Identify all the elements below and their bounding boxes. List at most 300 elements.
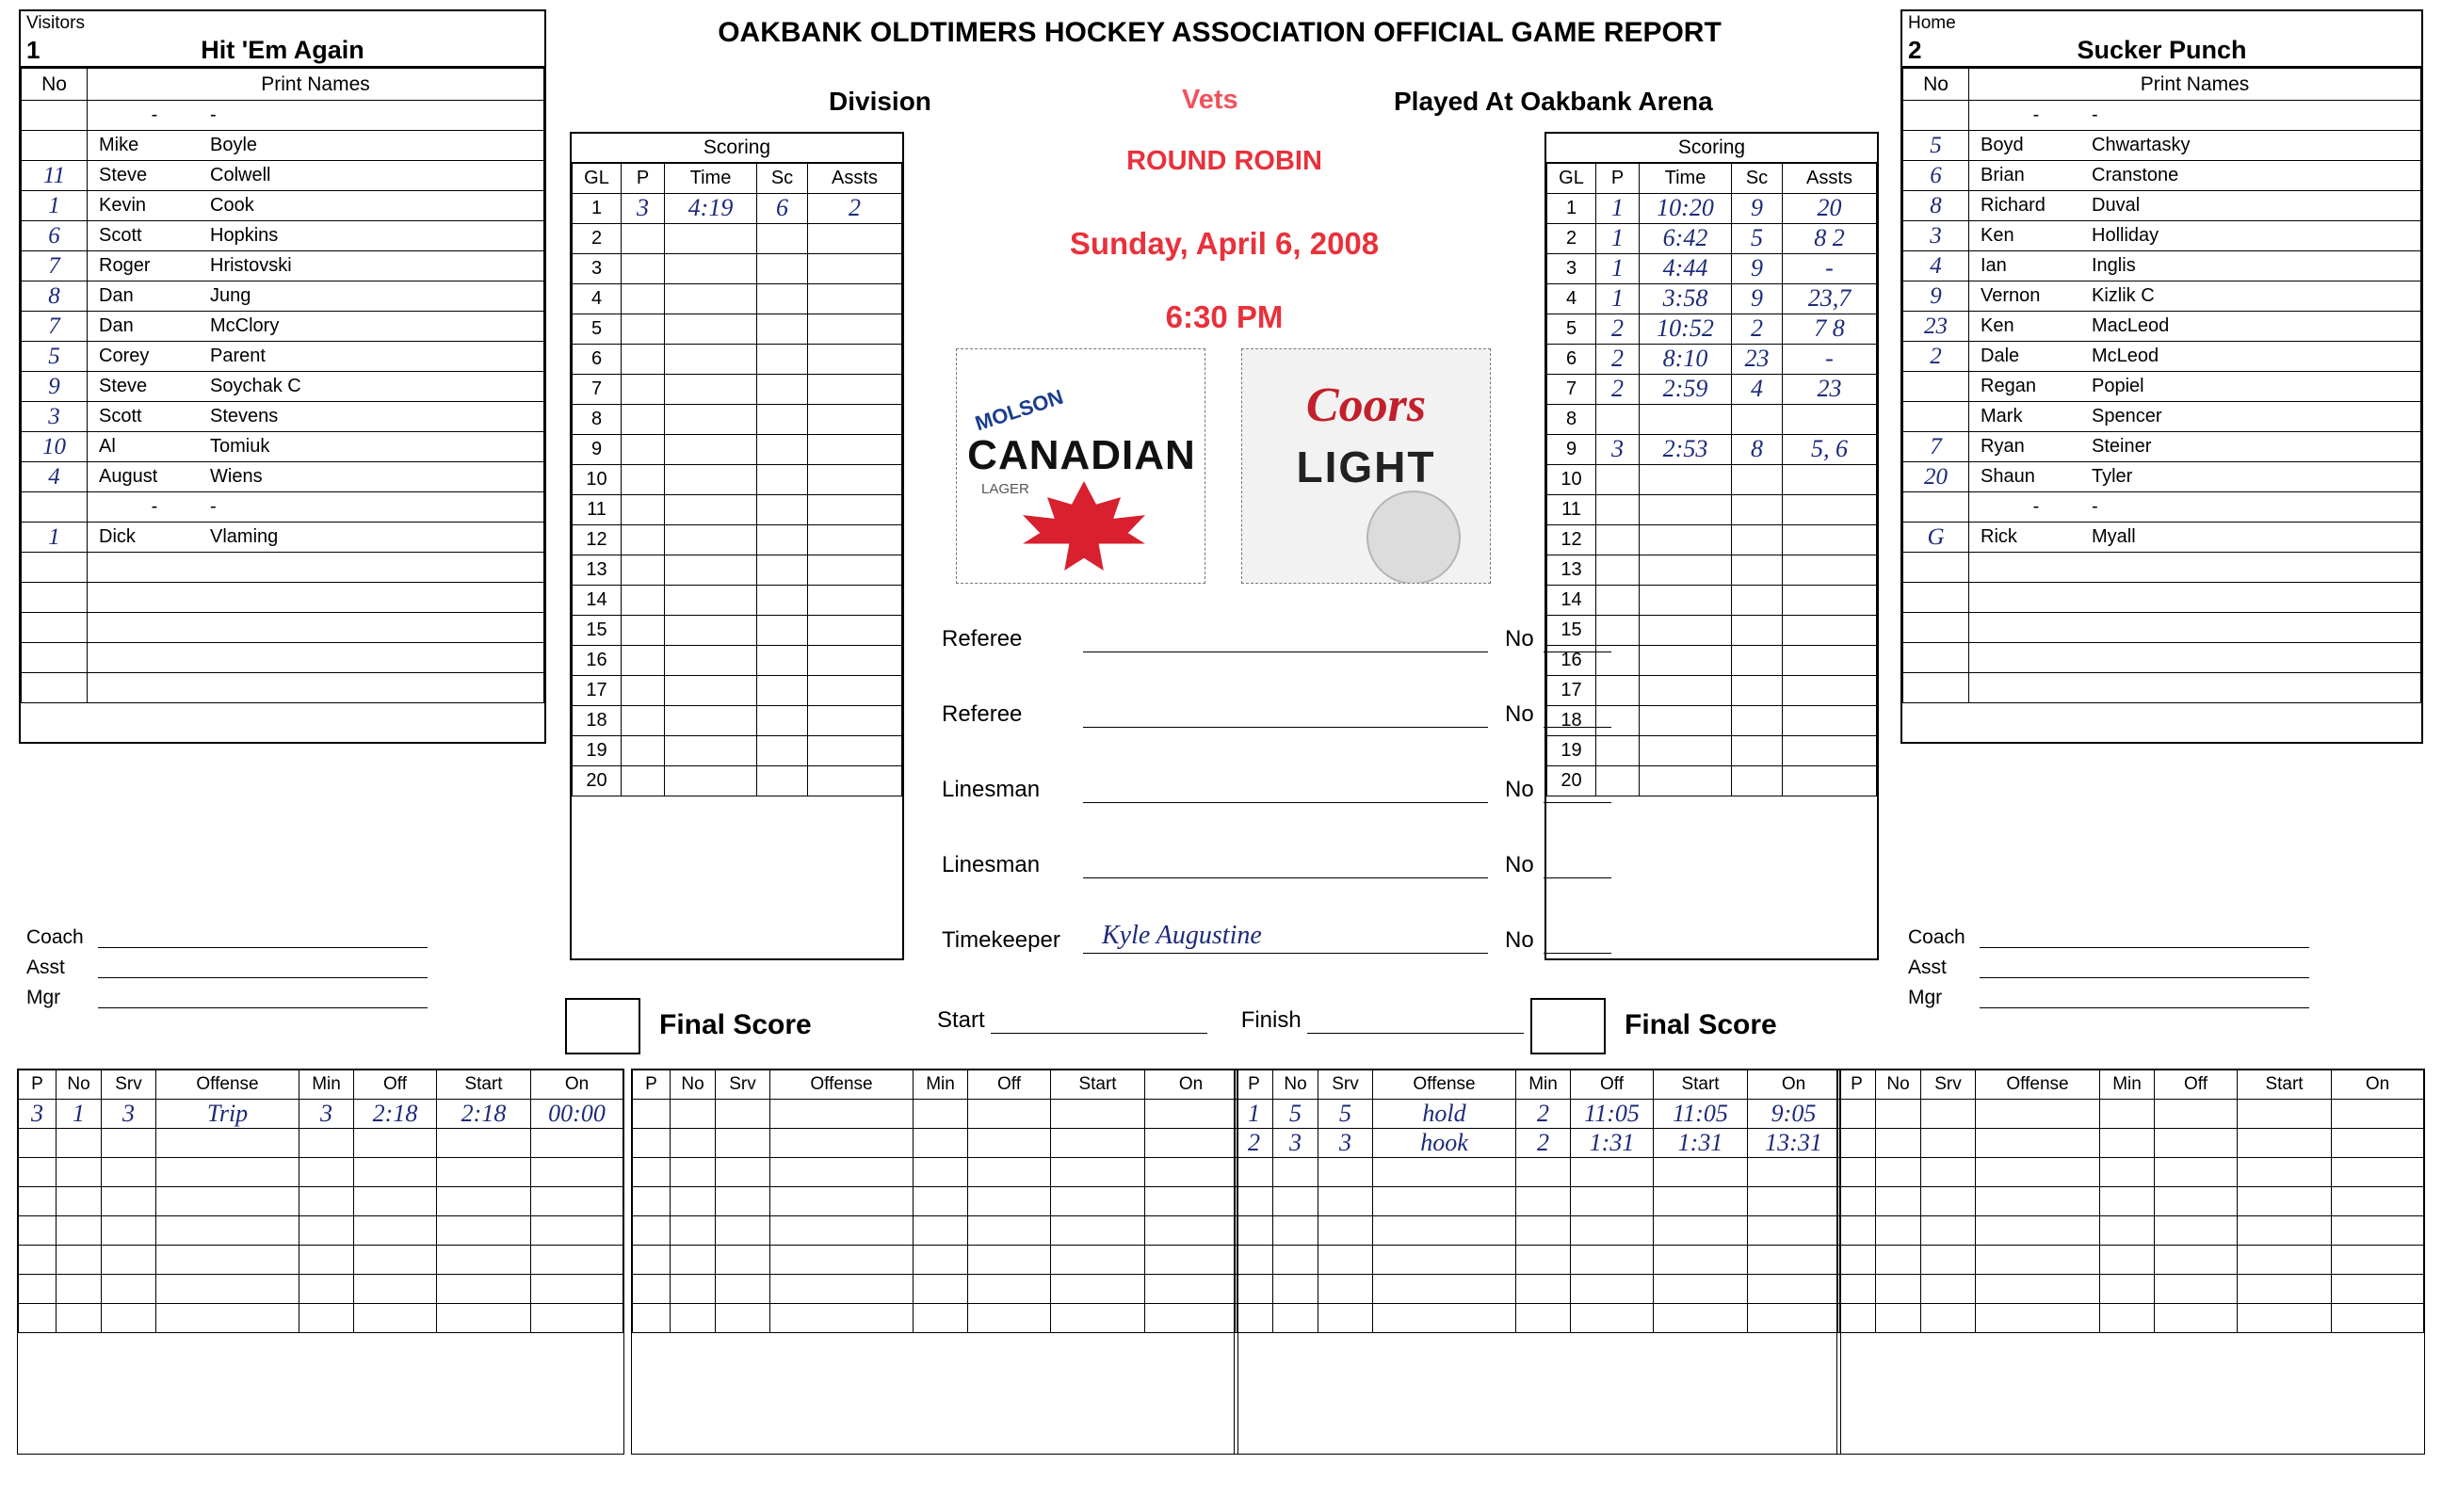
penalty-cell-on[interactable] (1748, 1187, 1840, 1216)
scoring-cell-time[interactable] (665, 616, 757, 646)
penalty-cell-start[interactable] (437, 1304, 531, 1333)
penalty-cell-on[interactable] (1145, 1100, 1237, 1129)
penalty-cell-off[interactable] (968, 1158, 1051, 1187)
penalty-cell-on[interactable]: 13:31 (1748, 1129, 1840, 1158)
penalty-cell-min[interactable] (1516, 1187, 1571, 1216)
roster-jersey-number[interactable]: 11 (22, 161, 88, 191)
scoring-cell-p[interactable] (622, 314, 665, 345)
penalty-cell-start[interactable]: 2:18 (437, 1100, 531, 1129)
penalty-cell-p[interactable]: 3 (19, 1100, 57, 1129)
scoring-cell-sc[interactable] (757, 345, 808, 375)
penalty-cell-on[interactable] (2332, 1129, 2424, 1158)
penalty-cell-start[interactable] (437, 1187, 531, 1216)
scoring-cell-p[interactable] (622, 706, 665, 736)
penalty-cell-offense[interactable] (770, 1275, 914, 1304)
roster-player-name[interactable] (1969, 312, 2421, 342)
scoring-cell-sc[interactable] (1732, 736, 1783, 766)
penalty-cell-srv[interactable] (102, 1129, 156, 1158)
penalty-cell-on[interactable]: 00:00 (531, 1100, 623, 1129)
penalty-cell-srv[interactable] (1921, 1100, 1976, 1129)
scoring-cell-assts[interactable] (808, 375, 902, 405)
penalty-cell-on[interactable] (531, 1216, 623, 1246)
roster-player-name[interactable] (88, 553, 544, 583)
scoring-cell-assts[interactable] (808, 766, 902, 796)
penalty-cell-offense[interactable] (1976, 1304, 2100, 1333)
scoring-cell-p[interactable] (622, 616, 665, 646)
scoring-cell-sc[interactable] (757, 646, 808, 676)
penalty-cell-off[interactable] (2155, 1246, 2238, 1275)
scoring-cell-assts[interactable] (808, 405, 902, 435)
penalty-cell-start[interactable] (1051, 1158, 1145, 1187)
penalty-cell-no[interactable]: 5 (1273, 1100, 1318, 1129)
roster-jersey-number[interactable]: 7 (22, 251, 88, 281)
penalty-cell-srv[interactable] (1318, 1187, 1373, 1216)
scoring-cell-time[interactable] (665, 314, 757, 345)
scoring-cell-p[interactable] (1596, 405, 1640, 435)
scoring-cell-time[interactable] (1640, 525, 1732, 555)
penalty-cell-off[interactable] (1571, 1304, 1654, 1333)
scoring-cell-time[interactable]: 10:20 (1640, 194, 1732, 224)
roster-player-name[interactable] (1969, 432, 2421, 462)
scoring-cell-p[interactable] (1596, 586, 1640, 616)
scoring-cell-sc[interactable] (757, 435, 808, 465)
penalty-cell-start[interactable] (1051, 1129, 1145, 1158)
scoring-cell-p[interactable] (622, 254, 665, 284)
scoring-cell-sc[interactable] (757, 495, 808, 525)
roster-player-name[interactable] (88, 613, 544, 643)
scoring-cell-assts[interactable] (1783, 766, 1877, 796)
penalty-cell-off[interactable] (1571, 1246, 1654, 1275)
roster-player-name[interactable] (88, 523, 544, 553)
scoring-cell-sc[interactable] (757, 375, 808, 405)
penalty-cell-p[interactable] (1838, 1129, 1876, 1158)
penalty-cell-srv[interactable] (102, 1216, 156, 1246)
scoring-cell-time[interactable] (665, 706, 757, 736)
penalty-cell-srv[interactable] (1921, 1187, 1976, 1216)
roster-player-name[interactable] (1969, 583, 2421, 613)
penalty-cell-p[interactable] (1838, 1246, 1876, 1275)
roster-player-name[interactable] (88, 101, 544, 131)
penalty-cell-on[interactable] (531, 1304, 623, 1333)
scoring-cell-assts[interactable] (1783, 465, 1877, 495)
roster-player-name[interactable] (88, 221, 544, 251)
penalty-cell-offense[interactable] (1976, 1158, 2100, 1187)
penalty-cell-min[interactable] (2100, 1158, 2155, 1187)
roster-jersey-number[interactable]: 6 (1903, 161, 1969, 191)
penalty-cell-srv[interactable] (1921, 1129, 1976, 1158)
penalty-cell-offense[interactable] (1373, 1246, 1516, 1275)
penalty-cell-off[interactable] (1571, 1275, 1654, 1304)
home-mgr-line[interactable] (1980, 989, 2309, 1008)
penalty-cell-no[interactable] (1876, 1187, 1921, 1216)
penalty-cell-on[interactable] (531, 1158, 623, 1187)
penalty-cell-on[interactable] (1145, 1246, 1237, 1275)
penalty-cell-offense[interactable]: Trip (156, 1100, 299, 1129)
penalty-cell-offense[interactable] (1976, 1100, 2100, 1129)
roster-player-name[interactable] (1969, 402, 2421, 432)
penalty-cell-on[interactable] (2332, 1216, 2424, 1246)
penalty-cell-on[interactable] (2332, 1100, 2424, 1129)
scoring-cell-assts[interactable]: 5, 6 (1783, 435, 1877, 465)
penalty-cell-srv[interactable] (716, 1100, 770, 1129)
scoring-cell-assts[interactable] (1783, 676, 1877, 706)
penalty-cell-offense[interactable] (770, 1187, 914, 1216)
scoring-cell-p[interactable] (1596, 766, 1640, 796)
penalty-cell-p[interactable] (633, 1216, 671, 1246)
roster-player-name[interactable] (1969, 372, 2421, 402)
penalty-cell-no[interactable] (1876, 1246, 1921, 1275)
penalty-cell-srv[interactable] (716, 1158, 770, 1187)
scoring-cell-time[interactable] (665, 465, 757, 495)
roster-player-name[interactable] (1969, 281, 2421, 312)
penalty-cell-on[interactable] (1145, 1158, 1237, 1187)
penalty-cell-no[interactable] (57, 1275, 102, 1304)
penalty-cell-no[interactable] (1876, 1275, 1921, 1304)
penalty-cell-no[interactable] (1273, 1246, 1318, 1275)
penalty-cell-srv[interactable] (1318, 1246, 1373, 1275)
scoring-cell-time[interactable] (1640, 736, 1732, 766)
scoring-cell-time[interactable] (1640, 646, 1732, 676)
penalty-cell-min[interactable] (914, 1100, 968, 1129)
penalty-cell-start[interactable] (437, 1129, 531, 1158)
linesman-name-line[interactable] (1083, 778, 1488, 803)
penalty-cell-offense[interactable] (1373, 1216, 1516, 1246)
scoring-cell-assts[interactable] (808, 736, 902, 766)
scoring-cell-sc[interactable] (1732, 706, 1783, 736)
scoring-cell-assts[interactable] (808, 616, 902, 646)
penalty-cell-min[interactable] (2100, 1275, 2155, 1304)
roster-jersey-number[interactable] (1903, 553, 1969, 583)
penalty-cell-p[interactable] (1236, 1187, 1273, 1216)
penalty-cell-off[interactable] (354, 1216, 437, 1246)
penalty-cell-offense[interactable] (156, 1187, 299, 1216)
penalty-cell-min[interactable] (299, 1275, 354, 1304)
penalty-cell-offense[interactable] (1976, 1129, 2100, 1158)
penalty-cell-no[interactable] (1876, 1304, 1921, 1333)
penalty-cell-on[interactable] (1145, 1304, 1237, 1333)
scoring-cell-p[interactable] (1596, 736, 1640, 766)
penalty-cell-offense[interactable] (156, 1246, 299, 1275)
penalty-cell-start[interactable] (1051, 1304, 1145, 1333)
scoring-cell-p[interactable] (622, 525, 665, 555)
roster-player-name[interactable] (88, 462, 544, 492)
scoring-cell-sc[interactable]: 2 (1732, 314, 1783, 345)
penalty-cell-off[interactable]: 1:31 (1571, 1129, 1654, 1158)
scoring-cell-assts[interactable] (1783, 525, 1877, 555)
scoring-cell-time[interactable] (665, 254, 757, 284)
scoring-cell-sc[interactable] (757, 555, 808, 586)
scoring-cell-time[interactable] (665, 525, 757, 555)
penalty-cell-no[interactable] (1273, 1304, 1318, 1333)
penalty-cell-offense[interactable] (770, 1158, 914, 1187)
penalty-cell-p[interactable] (633, 1246, 671, 1275)
linesman-name-line[interactable] (1083, 853, 1488, 878)
penalty-cell-min[interactable] (2100, 1216, 2155, 1246)
scoring-cell-time[interactable] (665, 495, 757, 525)
penalty-cell-off[interactable] (968, 1246, 1051, 1275)
scoring-cell-assts[interactable] (808, 525, 902, 555)
penalty-cell-p[interactable]: 1 (1236, 1100, 1273, 1129)
scoring-cell-p[interactable]: 1 (1596, 224, 1640, 254)
roster-player-name[interactable] (88, 372, 544, 402)
penalty-cell-no[interactable]: 3 (1273, 1129, 1318, 1158)
scoring-cell-sc[interactable] (757, 284, 808, 314)
penalty-cell-no[interactable] (57, 1304, 102, 1333)
penalty-cell-no[interactable] (671, 1129, 716, 1158)
scoring-cell-sc[interactable] (1732, 465, 1783, 495)
penalty-cell-min[interactable] (914, 1129, 968, 1158)
scoring-cell-p[interactable] (1596, 465, 1640, 495)
penalty-cell-srv[interactable] (1921, 1275, 1976, 1304)
penalty-cell-start[interactable] (437, 1158, 531, 1187)
penalty-cell-off[interactable] (968, 1216, 1051, 1246)
scoring-cell-p[interactable]: 1 (1596, 194, 1640, 224)
penalty-cell-no[interactable] (1876, 1100, 1921, 1129)
penalty-cell-off[interactable] (2155, 1158, 2238, 1187)
penalty-cell-no[interactable] (671, 1246, 716, 1275)
penalty-cell-min[interactable] (914, 1158, 968, 1187)
scoring-cell-time[interactable] (665, 345, 757, 375)
roster-player-name[interactable] (88, 312, 544, 342)
penalty-cell-start[interactable] (1051, 1187, 1145, 1216)
scoring-cell-p[interactable] (1596, 706, 1640, 736)
scoring-cell-p[interactable] (622, 736, 665, 766)
penalty-cell-start[interactable] (1654, 1275, 1748, 1304)
penalty-cell-p[interactable] (1236, 1246, 1273, 1275)
penalty-cell-min[interactable] (914, 1187, 968, 1216)
penalty-cell-p[interactable]: 2 (1236, 1129, 1273, 1158)
roster-jersey-number[interactable]: 23 (1903, 312, 1969, 342)
scoring-cell-sc[interactable] (1732, 676, 1783, 706)
penalty-cell-p[interactable] (1236, 1216, 1273, 1246)
penalty-cell-min[interactable] (2100, 1187, 2155, 1216)
penalty-cell-no[interactable] (57, 1246, 102, 1275)
roster-player-name[interactable] (88, 643, 544, 673)
penalty-cell-start[interactable] (1051, 1100, 1145, 1129)
scoring-cell-time[interactable] (665, 766, 757, 796)
penalty-cell-start[interactable]: 1:31 (1654, 1129, 1748, 1158)
roster-jersey-number[interactable]: 7 (22, 312, 88, 342)
scoring-cell-sc[interactable]: 4 (1732, 375, 1783, 405)
penalty-cell-off[interactable] (2155, 1100, 2238, 1129)
roster-jersey-number[interactable] (22, 492, 88, 523)
scoring-cell-sc[interactable] (757, 224, 808, 254)
scoring-cell-time[interactable] (1640, 405, 1732, 435)
scoring-cell-sc[interactable] (1732, 405, 1783, 435)
roster-jersey-number[interactable] (1903, 101, 1969, 131)
penalty-cell-srv[interactable] (716, 1129, 770, 1158)
penalty-cell-min[interactable] (1516, 1246, 1571, 1275)
roster-jersey-number[interactable]: G (1903, 523, 1969, 553)
roster-player-name[interactable] (88, 191, 544, 221)
scoring-cell-p[interactable] (1596, 555, 1640, 586)
penalty-cell-no[interactable]: 1 (57, 1100, 102, 1129)
penalty-cell-min[interactable] (299, 1158, 354, 1187)
roster-jersey-number[interactable]: 9 (22, 372, 88, 402)
penalty-cell-start[interactable] (1051, 1275, 1145, 1304)
scoring-cell-sc[interactable] (757, 405, 808, 435)
penalty-cell-min[interactable] (1516, 1216, 1571, 1246)
scoring-cell-sc[interactable] (1732, 646, 1783, 676)
penalty-cell-off[interactable] (968, 1100, 1051, 1129)
scoring-cell-time[interactable] (665, 646, 757, 676)
scoring-cell-assts[interactable] (808, 495, 902, 525)
penalty-cell-offense[interactable] (770, 1246, 914, 1275)
scoring-cell-assts[interactable] (808, 646, 902, 676)
scoring-cell-assts[interactable] (808, 254, 902, 284)
roster-jersey-number[interactable]: 3 (1903, 221, 1969, 251)
penalty-cell-offense[interactable] (1373, 1158, 1516, 1187)
penalty-cell-no[interactable] (57, 1187, 102, 1216)
penalty-cell-off[interactable] (1571, 1187, 1654, 1216)
penalty-cell-off[interactable] (2155, 1304, 2238, 1333)
penalty-cell-no[interactable] (57, 1216, 102, 1246)
roster-player-name[interactable] (1969, 131, 2421, 161)
penalty-cell-no[interactable] (1876, 1216, 1921, 1246)
penalty-cell-no[interactable] (671, 1304, 716, 1333)
penalty-cell-min[interactable]: 2 (1516, 1129, 1571, 1158)
roster-jersey-number[interactable]: 2 (1903, 342, 1969, 372)
scoring-cell-assts[interactable] (808, 706, 902, 736)
penalty-cell-on[interactable] (1748, 1216, 1840, 1246)
penalty-cell-min[interactable] (299, 1246, 354, 1275)
penalty-cell-off[interactable] (354, 1246, 437, 1275)
penalty-cell-start[interactable] (2238, 1246, 2332, 1275)
roster-jersey-number[interactable] (22, 583, 88, 613)
penalty-cell-p[interactable] (633, 1129, 671, 1158)
roster-player-name[interactable] (1969, 342, 2421, 372)
penalty-cell-srv[interactable] (1318, 1304, 1373, 1333)
penalty-cell-on[interactable]: 9:05 (1748, 1100, 1840, 1129)
penalty-cell-offense[interactable] (156, 1216, 299, 1246)
roster-player-name[interactable] (1969, 462, 2421, 492)
penalty-cell-srv[interactable] (716, 1187, 770, 1216)
home-asst-line[interactable] (1980, 958, 2309, 978)
penalty-cell-off[interactable]: 11:05 (1571, 1100, 1654, 1129)
penalty-cell-start[interactable] (2238, 1187, 2332, 1216)
roster-player-name[interactable] (88, 432, 544, 462)
penalty-cell-on[interactable] (1145, 1187, 1237, 1216)
roster-jersey-number[interactable] (1903, 372, 1969, 402)
penalty-cell-min[interactable] (299, 1129, 354, 1158)
roster-player-name[interactable] (88, 161, 544, 191)
penalty-cell-p[interactable] (1838, 1216, 1876, 1246)
scoring-cell-p[interactable] (622, 284, 665, 314)
penalty-cell-start[interactable] (2238, 1275, 2332, 1304)
scoring-cell-time[interactable] (1640, 586, 1732, 616)
penalty-cell-p[interactable] (19, 1216, 57, 1246)
scoring-cell-assts[interactable]: - (1783, 345, 1877, 375)
scoring-cell-assts[interactable] (808, 345, 902, 375)
penalty-cell-p[interactable] (19, 1275, 57, 1304)
roster-jersey-number[interactable] (1903, 643, 1969, 673)
penalty-cell-offense[interactable]: hold (1373, 1100, 1516, 1129)
scoring-cell-sc[interactable] (757, 314, 808, 345)
scoring-cell-time[interactable]: 2:53 (1640, 435, 1732, 465)
penalty-cell-offense[interactable] (156, 1275, 299, 1304)
penalty-cell-p[interactable] (1838, 1100, 1876, 1129)
penalty-cell-p[interactable] (633, 1187, 671, 1216)
penalty-cell-on[interactable] (1748, 1246, 1840, 1275)
scoring-cell-p[interactable]: 2 (1596, 345, 1640, 375)
scoring-cell-p[interactable] (622, 375, 665, 405)
scoring-cell-sc[interactable]: 8 (1732, 435, 1783, 465)
penalty-cell-off[interactable] (2155, 1187, 2238, 1216)
scoring-cell-sc[interactable] (1732, 495, 1783, 525)
penalty-cell-min[interactable] (1516, 1158, 1571, 1187)
visitors-asst-line[interactable] (98, 958, 428, 978)
scoring-cell-time[interactable] (1640, 465, 1732, 495)
finish-line[interactable] (1307, 1008, 1524, 1034)
roster-player-name[interactable] (88, 131, 544, 161)
scoring-cell-time[interactable]: 4:44 (1640, 254, 1732, 284)
scoring-cell-p[interactable]: 3 (1596, 435, 1640, 465)
penalty-cell-no[interactable] (57, 1158, 102, 1187)
penalty-cell-offense[interactable] (1976, 1246, 2100, 1275)
referee-name-line[interactable] (1083, 627, 1488, 652)
scoring-cell-assts[interactable] (808, 224, 902, 254)
scoring-cell-time[interactable] (1640, 616, 1732, 646)
penalty-cell-off[interactable] (2155, 1216, 2238, 1246)
penalty-cell-off[interactable] (354, 1304, 437, 1333)
roster-jersey-number[interactable] (22, 643, 88, 673)
penalty-cell-start[interactable] (2238, 1100, 2332, 1129)
scoring-cell-sc[interactable] (757, 676, 808, 706)
penalty-cell-srv[interactable] (716, 1304, 770, 1333)
penalty-cell-on[interactable] (2332, 1158, 2424, 1187)
scoring-cell-p[interactable] (622, 224, 665, 254)
penalty-cell-off[interactable] (968, 1304, 1051, 1333)
roster-player-name[interactable] (1969, 492, 2421, 523)
penalty-cell-start[interactable] (1654, 1304, 1748, 1333)
penalty-cell-no[interactable] (57, 1129, 102, 1158)
penalty-cell-start[interactable] (2238, 1304, 2332, 1333)
penalty-cell-no[interactable] (1273, 1216, 1318, 1246)
penalty-cell-no[interactable] (671, 1187, 716, 1216)
penalty-cell-start[interactable] (1654, 1216, 1748, 1246)
roster-player-name[interactable] (1969, 613, 2421, 643)
penalty-cell-srv[interactable] (1318, 1275, 1373, 1304)
roster-jersey-number[interactable]: 5 (1903, 131, 1969, 161)
penalty-cell-min[interactable] (914, 1275, 968, 1304)
penalty-cell-p[interactable] (19, 1158, 57, 1187)
penalty-cell-offense[interactable] (770, 1129, 914, 1158)
penalty-cell-no[interactable] (1876, 1158, 1921, 1187)
scoring-cell-sc[interactable]: 9 (1732, 284, 1783, 314)
scoring-cell-assts[interactable] (808, 586, 902, 616)
penalty-cell-srv[interactable]: 5 (1318, 1100, 1373, 1129)
roster-jersey-number[interactable]: 5 (22, 342, 88, 372)
penalty-cell-min[interactable] (2100, 1129, 2155, 1158)
roster-jersey-number[interactable]: 4 (22, 462, 88, 492)
scoring-cell-assts[interactable]: 8 2 (1783, 224, 1877, 254)
scoring-cell-assts[interactable] (808, 284, 902, 314)
penalty-cell-min[interactable] (914, 1246, 968, 1275)
roster-player-name[interactable] (1969, 101, 2421, 131)
penalty-cell-start[interactable]: 11:05 (1654, 1100, 1748, 1129)
penalty-cell-srv[interactable]: 3 (102, 1100, 156, 1129)
roster-jersey-number[interactable]: 1 (22, 191, 88, 221)
penalty-cell-offense[interactable] (156, 1304, 299, 1333)
scoring-cell-assts[interactable] (808, 435, 902, 465)
scoring-cell-sc[interactable] (757, 525, 808, 555)
penalty-cell-srv[interactable] (102, 1187, 156, 1216)
roster-jersey-number[interactable] (1903, 673, 1969, 703)
scoring-cell-sc[interactable] (757, 766, 808, 796)
penalty-cell-off[interactable] (354, 1275, 437, 1304)
roster-player-name[interactable] (88, 281, 544, 312)
roster-player-name[interactable] (88, 583, 544, 613)
